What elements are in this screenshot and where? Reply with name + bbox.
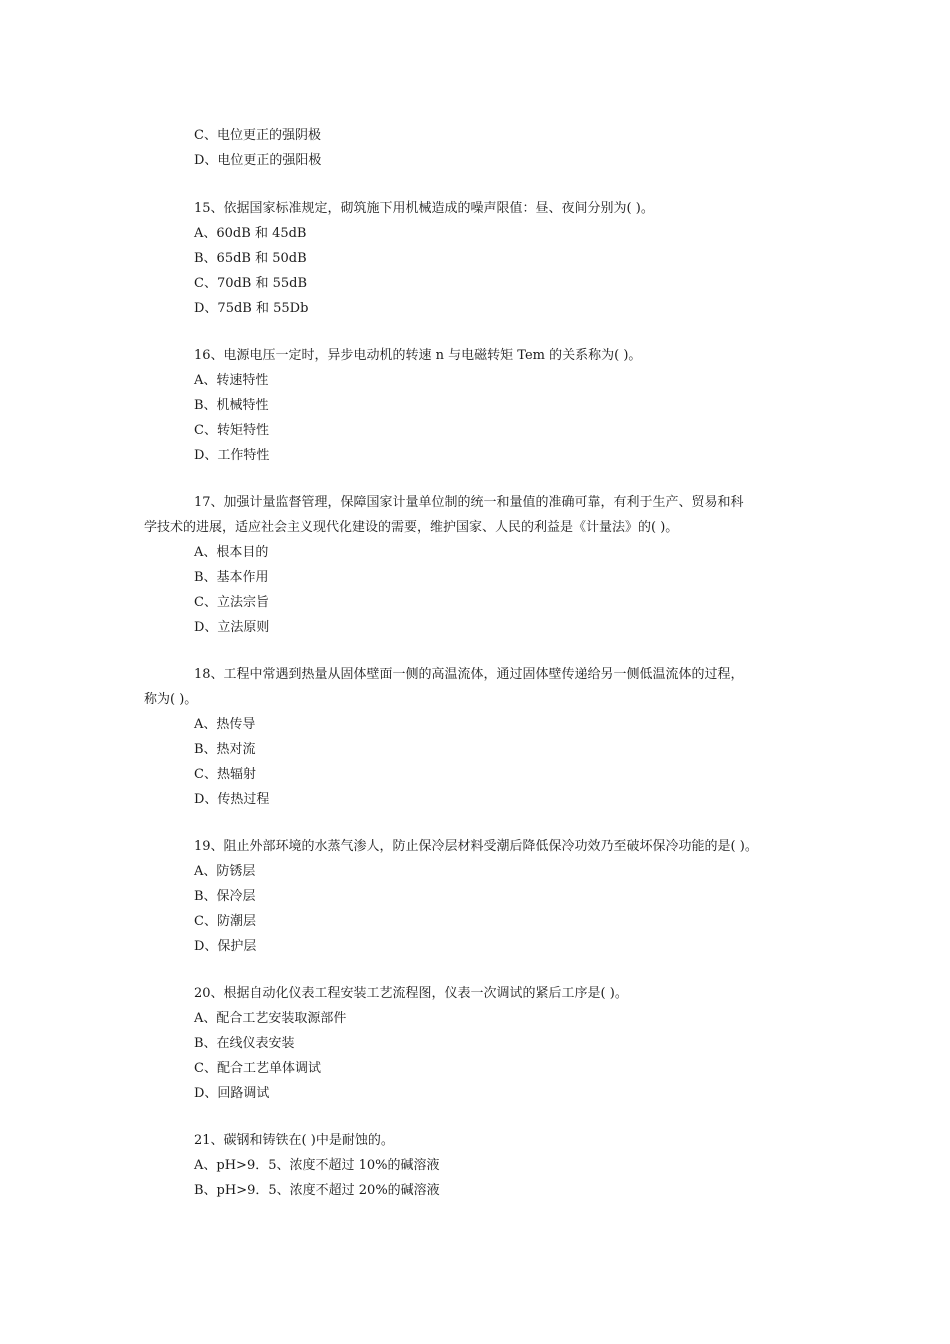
option-15-a: A、60dB 和 45dB [194,226,307,241]
option-15-b: B、65dB 和 50dB [194,251,307,266]
question-17-stem: 17、加强计量监督管理，保障国家计量单位制的统一和量值的准确可靠，有利于生产、贸易和科 [194,495,744,510]
option-16-c: C、转矩特性 [194,423,269,438]
option-17-a: A、根本目的 [194,545,269,560]
option-15-d: D、75dB 和 55Db [194,301,309,316]
option-19-a: A、防锈层 [194,864,256,879]
option-16-b: B、机械特性 [194,398,269,413]
option-15-c: C、70dB 和 55dB [194,276,308,291]
option-18-a: A、热传导 [194,717,256,732]
option-21-b: B、pH>9．5、浓度不超过 20%的碱溶液 [194,1183,440,1198]
option-20-c: C、配合工艺单体调试 [194,1061,321,1076]
option-18-d: D、传热过程 [194,792,270,807]
option-18-c: C、热辐射 [194,767,256,782]
question-19-stem: 19、阻止外部环境的水蒸气渗人，防止保冷层材料受潮后降低保冷功效乃至破坏保冷功能的是( )。 [194,839,758,854]
option-14-c: C、电位更正的强阴极 [194,128,321,143]
question-21-stem: 21、碳钢和铸铁在( )中是耐蚀的。 [194,1133,394,1148]
question-20-stem: 20、根据自动化仪表工程安装工艺流程图，仪表一次调试的紧后工序是( )。 [194,986,628,1001]
option-19-c: C、防潮层 [194,914,256,929]
question-16-stem: 16、电源电压一定时，异步电动机的转速 n 与电磁转矩 Tem 的关系称为( )。 [194,348,642,363]
option-18-b: B、热对流 [194,742,256,757]
question-18-stem-cont: 称为( )。 [144,692,198,707]
option-20-a: A、配合工艺安装取源部件 [194,1011,347,1026]
option-19-d: D、保护层 [194,939,257,954]
option-21-a: A、pH>9．5、浓度不超过 10%的碱溶液 [194,1158,440,1173]
question-15-stem: 15、依据国家标准规定，砌筑施下用机械造成的噪声限值：昼、夜间分别为( )。 [194,201,654,216]
option-19-b: B、保冷层 [194,889,256,904]
option-20-d: D、回路调试 [194,1086,270,1101]
question-18-stem: 18、工程中常遇到热量从固体壁面一侧的高温流体，通过固体壁传递给另一侧低温流体的过程， [194,667,744,682]
question-17-stem-cont: 学技术的进展，适应社会主义现代化建设的需要，维护国家、人民的利益是《计量法》的( )。 [144,520,679,535]
option-17-c: C、立法宗旨 [194,595,269,610]
option-17-b: B、基本作用 [194,570,269,585]
option-17-d: D、立法原则 [194,620,270,635]
option-14-d: D、电位更正的强阳极 [194,153,322,168]
option-16-a: A、转速特性 [194,373,269,388]
option-16-d: D、工作特性 [194,448,270,463]
option-20-b: B、在线仪表安装 [194,1036,295,1051]
